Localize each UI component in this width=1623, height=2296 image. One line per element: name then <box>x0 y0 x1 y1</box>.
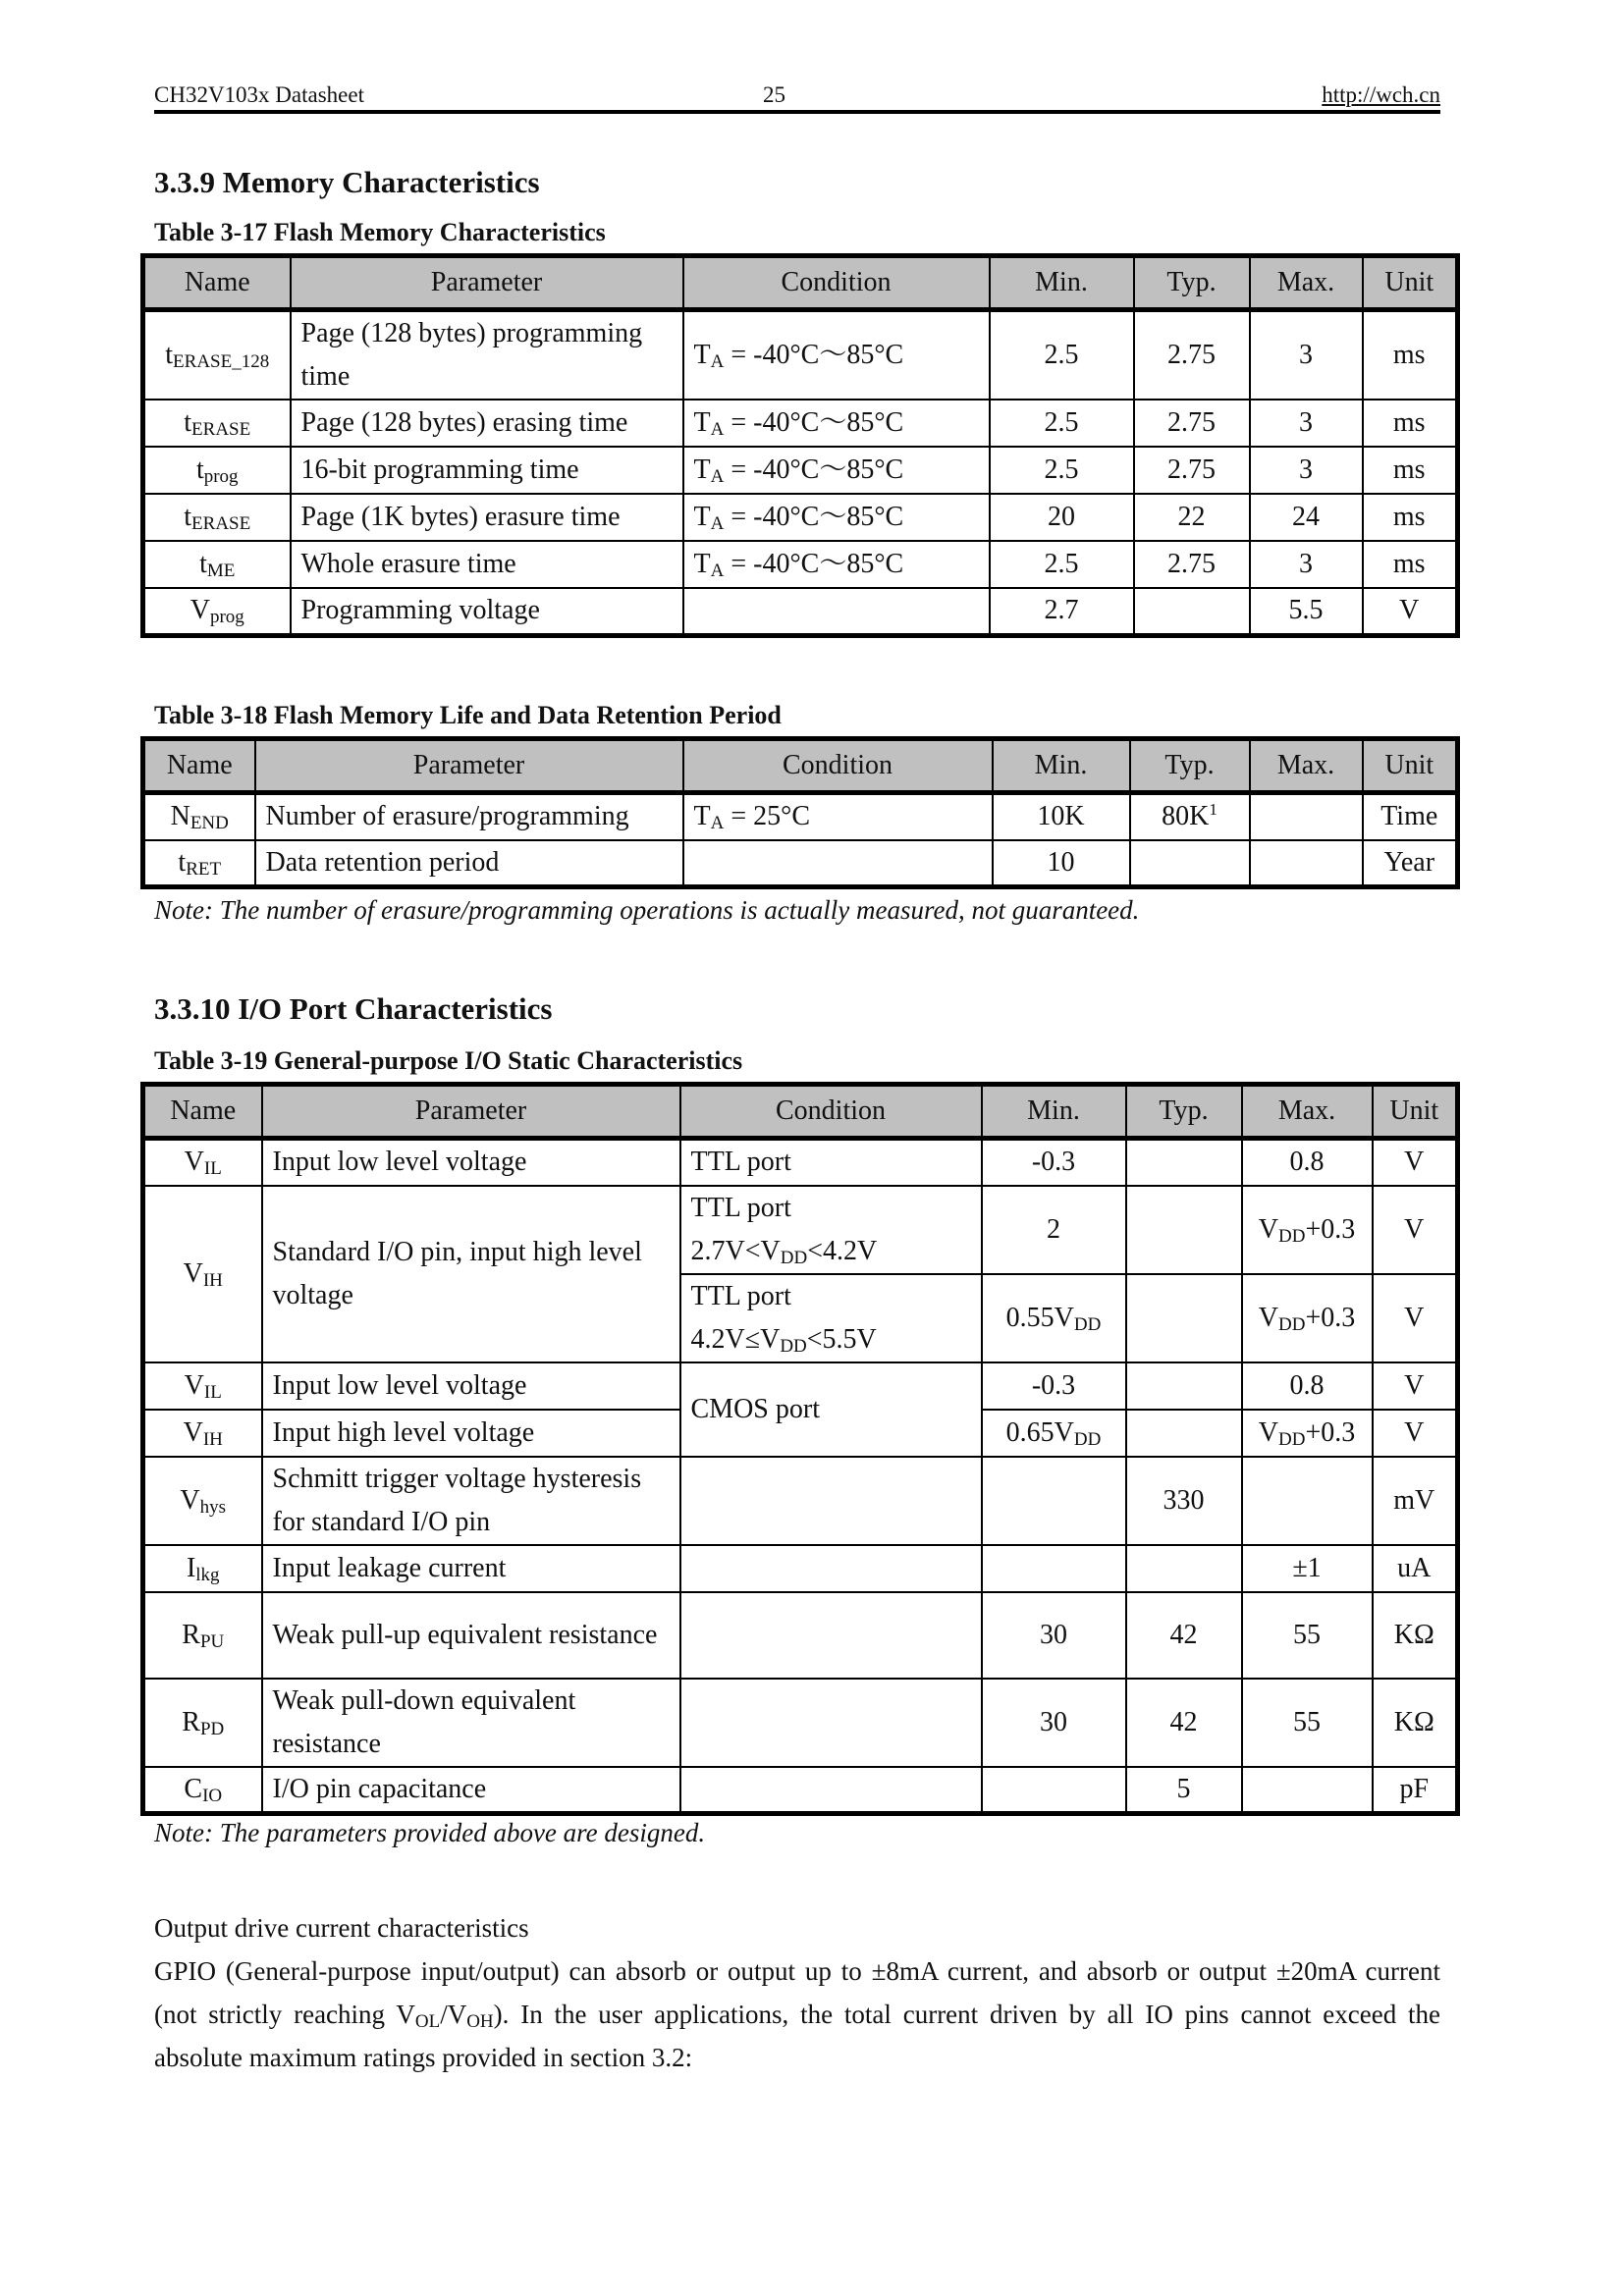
cell-parameter: Standard I/O pin, input high level voltage <box>262 1186 680 1362</box>
cell-min: 2.5 <box>990 541 1134 588</box>
cell-parameter: Whole erasure time <box>291 541 683 588</box>
cell-min: 2.5 <box>990 310 1134 400</box>
cell-unit: pF <box>1373 1767 1458 1814</box>
col-min: Min. <box>990 256 1134 310</box>
cell-name: $V_{prog}$ <box>143 588 291 635</box>
cell-typ <box>1126 1139 1242 1186</box>
col-min: Min. <box>982 1085 1126 1139</box>
cell-name: $V_{IL}$ <box>143 1362 262 1410</box>
cell-unit: V <box>1373 1362 1458 1410</box>
table-row <box>143 494 1458 541</box>
col-name: Name <box>143 256 291 310</box>
page-header <box>154 77 1440 114</box>
table-row <box>143 400 1458 447</box>
cell-min: $0.65V_{DD}$ <box>982 1410 1126 1457</box>
cell-unit: Time <box>1363 793 1458 840</box>
cell-condition: TTL port $2.7V<V_{DD}<4.2V$ <box>680 1186 982 1274</box>
cell-parameter: Page (128 bytes) erasing time <box>291 400 683 447</box>
cell-unit: V <box>1373 1139 1458 1186</box>
col-typ: Typ. <box>1126 1085 1242 1139</box>
cell-max <box>1250 793 1363 840</box>
table-row <box>143 541 1458 588</box>
col-parameter: Parameter <box>255 739 683 793</box>
cell-unit: V <box>1373 1186 1458 1274</box>
cell-typ <box>1134 588 1250 635</box>
cell-max: 0.8 <box>1242 1362 1373 1410</box>
cell-condition <box>680 1767 982 1814</box>
cell-unit: Year <box>1363 840 1458 887</box>
col-unit: Unit <box>1373 1085 1458 1139</box>
cell-min: 2.5 <box>990 400 1134 447</box>
cell-typ: 2.75 <box>1134 447 1250 494</box>
table-row <box>143 1679 1458 1767</box>
cell-name: $t_{RET}$ <box>143 840 255 887</box>
cell-max <box>1242 1457 1373 1545</box>
cell-condition: $T_A$ = -40°C～85°C <box>683 400 990 447</box>
cell-parameter: Input low level voltage <box>262 1139 680 1186</box>
col-parameter: Parameter <box>262 1085 680 1139</box>
cell-max: 3 <box>1250 400 1363 447</box>
cell-max: 3 <box>1250 541 1363 588</box>
cell-typ <box>1130 840 1250 887</box>
cell-parameter: Page (128 bytes) programming time <box>291 310 683 400</box>
cell-condition: CMOS port <box>680 1362 982 1457</box>
cell-name: $V_{IH}$ <box>143 1410 262 1457</box>
col-parameter: Parameter <box>291 256 683 310</box>
cell-condition: $T_A$ = -40°C～85°C <box>683 541 990 588</box>
cell-min: 10K <box>993 793 1130 840</box>
output-drive-paragraph: GPIO (General-purpose input/output) can absorb or output up to ±8mA current, and absorb or output ±20mA current (not strictly reaching $V_{OL}/V_{OH}$). In the user applications, the total current driven by all IO pins cannot exceed the absolute maximum ratings provided in section 3.2: <box>154 1956 1440 2072</box>
table-row <box>143 793 1458 840</box>
cell-max <box>1242 1767 1373 1814</box>
cell-min: 20 <box>990 494 1134 541</box>
cell-condition <box>680 1592 982 1679</box>
col-max: Max. <box>1242 1085 1373 1139</box>
cell-parameter: Number of erasure/programming <box>255 793 683 840</box>
cell-min: 10 <box>993 840 1130 887</box>
table-header-row <box>143 256 1458 310</box>
cell-typ <box>1126 1362 1242 1410</box>
cell-name: $V_{IH}$ <box>143 1186 262 1362</box>
cell-min: 30 <box>982 1592 1126 1679</box>
cell-typ <box>1126 1186 1242 1274</box>
cell-max: $V_{DD}+0.3$ <box>1242 1410 1373 1457</box>
cell-condition <box>680 1457 982 1545</box>
cell-max: $V_{DD}+0.3$ <box>1242 1274 1373 1362</box>
cell-condition: TTL port <box>680 1139 982 1186</box>
table-header-row <box>143 1085 1458 1139</box>
cell-parameter: Data retention period <box>255 840 683 887</box>
table-row <box>143 1139 1458 1186</box>
col-name: Name <box>143 739 255 793</box>
cell-typ: 2.75 <box>1134 400 1250 447</box>
cell-max: 3 <box>1250 447 1363 494</box>
cell-typ <box>1126 1274 1242 1362</box>
cell-condition: TTL port $4.2V\le V_{DD}<5.5V$ <box>680 1274 982 1362</box>
cell-min: 2 <box>982 1186 1126 1274</box>
table-row <box>143 310 1458 400</box>
cell-min: -0.3 <box>982 1139 1126 1186</box>
cell-unit: ms <box>1363 447 1458 494</box>
cell-unit: V <box>1373 1410 1458 1457</box>
cell-min <box>982 1545 1126 1592</box>
table-header-row <box>143 739 1458 793</box>
cell-condition <box>680 1545 982 1592</box>
cell-typ: 42 <box>1126 1592 1242 1679</box>
section-title-io: 3.3.10 I/O Port Characteristics <box>154 991 553 1026</box>
cell-name: $R_{PD}$ <box>143 1679 262 1767</box>
cell-name: $C_{IO}$ <box>143 1767 262 1814</box>
cell-max: 3 <box>1250 310 1363 400</box>
cell-name: $V_{IL}$ <box>143 1139 262 1186</box>
gpio-static-table <box>140 1082 1460 1816</box>
cell-parameter: Weak pull-down equivalent resistance <box>262 1679 680 1767</box>
table-row <box>143 447 1458 494</box>
table-row <box>143 1767 1458 1814</box>
col-unit: Unit <box>1363 256 1458 310</box>
cell-parameter: Schmitt trigger voltage hysteresis for standard I/O pin <box>262 1457 680 1545</box>
col-condition: Condition <box>683 256 990 310</box>
table-row <box>143 588 1458 635</box>
col-name: Name <box>143 1085 262 1139</box>
col-max: Max. <box>1250 739 1363 793</box>
col-max: Max. <box>1250 256 1363 310</box>
cell-typ: 22 <box>1134 494 1250 541</box>
table-caption-3-17: Table 3-17 Flash Memory Characteristics <box>154 218 606 246</box>
cell-condition: $T_A$ = -40°C～85°C <box>683 310 990 400</box>
cell-name: $t_{ME}$ <box>143 541 291 588</box>
table-row <box>143 1362 1458 1410</box>
table-caption-3-18: Table 3-18 Flash Memory Life and Data Retention Period <box>154 701 782 729</box>
cell-min: -0.3 <box>982 1362 1126 1410</box>
col-typ: Typ. <box>1130 739 1250 793</box>
flash-characteristics-table <box>140 253 1460 638</box>
cell-unit: ms <box>1363 541 1458 588</box>
cell-name: $t_{ERASE}$ <box>143 494 291 541</box>
cell-name: $t_{ERASE\_128}$ <box>143 310 291 400</box>
cell-max: 55 <box>1242 1592 1373 1679</box>
cell-name: $t_{prog}$ <box>143 447 291 494</box>
cell-typ: 2.75 <box>1134 541 1250 588</box>
cell-min: 2.5 <box>990 447 1134 494</box>
doc-title: CH32V103x Datasheet <box>154 82 364 107</box>
cell-max: ±1 <box>1242 1545 1373 1592</box>
cell-typ <box>1126 1410 1242 1457</box>
cell-unit: ms <box>1363 400 1458 447</box>
cell-unit: V <box>1363 588 1458 635</box>
cell-parameter: Input low level voltage <box>262 1362 680 1410</box>
table-row <box>143 1592 1458 1679</box>
cell-parameter: Programming voltage <box>291 588 683 635</box>
cell-unit: ms <box>1363 494 1458 541</box>
col-condition: Condition <box>683 739 993 793</box>
table-row <box>143 1186 1458 1274</box>
site-link[interactable]: http://wch.cn <box>1322 82 1440 107</box>
cell-max: 24 <box>1250 494 1363 541</box>
table-caption-3-19: Table 3-19 General-purpose I/O Static Characteristics <box>154 1046 743 1075</box>
flash-life-table <box>140 736 1460 889</box>
cell-typ: 2.75 <box>1134 310 1250 400</box>
cell-name: $V_{hys}$ <box>143 1457 262 1545</box>
cell-condition <box>683 840 993 887</box>
cell-parameter: Input leakage current <box>262 1545 680 1592</box>
cell-min <box>982 1457 1126 1545</box>
table-row <box>143 1545 1458 1592</box>
footnote-marker: 1 <box>1209 800 1217 820</box>
col-condition: Condition <box>680 1085 982 1139</box>
table-row <box>143 840 1458 887</box>
cell-min: 30 <box>982 1679 1126 1767</box>
cell-unit: V <box>1373 1274 1458 1362</box>
cell-unit: mV <box>1373 1457 1458 1545</box>
cell-min <box>982 1767 1126 1814</box>
cell-parameter: Weak pull-up equivalent resistance <box>262 1592 680 1679</box>
col-unit: Unit <box>1363 739 1458 793</box>
cell-parameter: Input high level voltage <box>262 1410 680 1457</box>
output-drive-heading: Output drive current characteristics <box>154 1913 529 1943</box>
cell-unit: ms <box>1363 310 1458 400</box>
cell-condition <box>680 1679 982 1767</box>
cell-unit: KΩ <box>1373 1592 1458 1679</box>
cell-condition <box>683 588 990 635</box>
cell-condition: $T_A = 25^\circ C$ <box>683 793 993 840</box>
cell-name: $t_{ERASE}$ <box>143 400 291 447</box>
cell-parameter: 16-bit programming time <box>291 447 683 494</box>
cell-typ: 5 <box>1126 1767 1242 1814</box>
section-title-memory: 3.3.9 Memory Characteristics <box>154 165 540 199</box>
cell-max: $V_{DD}+0.3$ <box>1242 1186 1373 1274</box>
cell-parameter: I/O pin capacitance <box>262 1767 680 1814</box>
cell-min: $0.55V_{DD}$ <box>982 1274 1126 1362</box>
cell-name: $I_{lkg}$ <box>143 1545 262 1592</box>
table-note-3-19: Note: The parameters provided above are designed. <box>154 1818 706 1847</box>
cell-max: 0.8 <box>1242 1139 1373 1186</box>
cell-unit: uA <box>1373 1545 1458 1592</box>
cell-max: 5.5 <box>1250 588 1363 635</box>
cell-condition: $T_A$ = -40°C～85°C <box>683 494 990 541</box>
col-typ: Typ. <box>1134 256 1250 310</box>
cell-parameter: Page (1K bytes) erasure time <box>291 494 683 541</box>
cell-max <box>1250 840 1363 887</box>
cell-min: 2.7 <box>990 588 1134 635</box>
cell-name: $R_{PU}$ <box>143 1592 262 1679</box>
col-min: Min. <box>993 739 1130 793</box>
cell-unit: KΩ <box>1373 1679 1458 1767</box>
table-note-3-18: Note: The number of erasure/programming operations is actually measured, not guaranteed. <box>154 895 1140 925</box>
cell-typ: 330 <box>1126 1457 1242 1545</box>
page-number: 25 <box>763 82 785 107</box>
cell-name: $N_{END}$ <box>143 793 255 840</box>
table-row <box>143 1457 1458 1545</box>
cell-condition: $T_A$ = -40°C～85°C <box>683 447 990 494</box>
cell-typ: $80K^1$ <box>1130 793 1250 840</box>
cell-typ: 42 <box>1126 1679 1242 1767</box>
cell-typ <box>1126 1545 1242 1592</box>
cell-max: 55 <box>1242 1679 1373 1767</box>
